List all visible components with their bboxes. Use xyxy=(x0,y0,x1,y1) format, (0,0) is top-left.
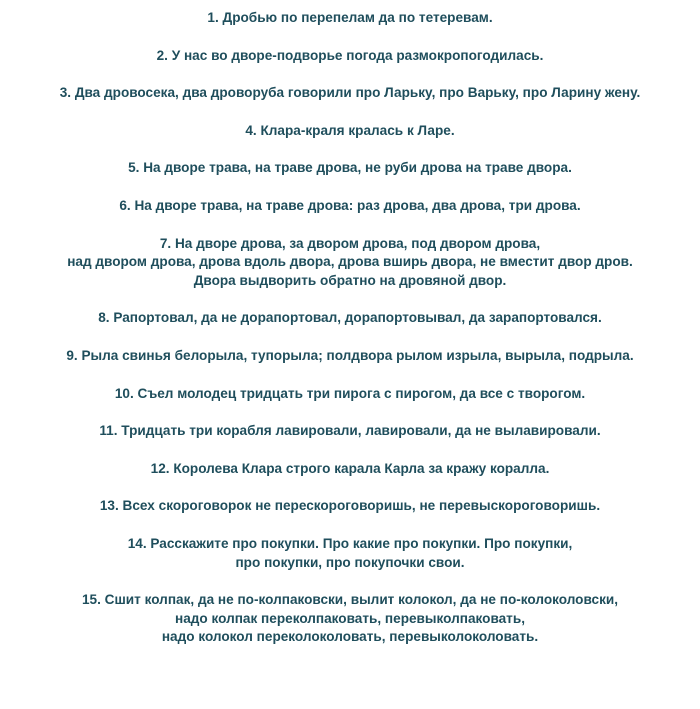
tongue-twister-9 xyxy=(0,347,700,366)
tongue-twister-9-line-1: 9. Рыла свинья белорыла, тупорыла; полдвора рылом изрыла, вырыла, подрыла. xyxy=(66,347,634,363)
tongue-twister-2-line-1: 2. У нас во дворе-подворье погода размокропогодилась. xyxy=(156,47,544,63)
tongue-twister-6 xyxy=(0,197,700,216)
tongue-twister-1 xyxy=(0,9,700,28)
tongue-twister-12-line-1: 12. Королева Клара строго карала Карла за кражу коралла. xyxy=(150,460,550,476)
tongue-twister-15-line-2: надо колпак переколпаковать, перевыколпаковать, xyxy=(175,610,525,626)
tongue-twister-10 xyxy=(0,385,700,404)
tongue-twister-7-line-2: над двором дрова, дрова вдоль двора, дрова вширь двора, не вместит двор дров. xyxy=(67,254,633,270)
tongue-twister-13 xyxy=(0,497,700,516)
tongue-twister-7-line-3: Двора выдворить обратно на дровяной двор. xyxy=(193,272,507,288)
tongue-twister-3-line-1: 3. Два дровосека, два дроворуба говорили про Ларьку, про Варьку, про Ларину жену. xyxy=(59,85,641,101)
tongue-twister-3 xyxy=(0,84,700,103)
tongue-twister-5-line-1: 5. На дворе трава, на траве дрова, не руби дрова на траве двора. xyxy=(128,160,572,176)
tongue-twister-1-line-1: 1. Дробью по перепелам да по тетеревам. xyxy=(207,10,493,25)
tongue-twister-11-line-1: 11. Тридцать три корабля лавировали, лавировали, да не вылавировали. xyxy=(99,423,601,439)
tongue-twister-5 xyxy=(0,159,700,178)
tongue-twister-11 xyxy=(0,422,700,441)
tongue-twister-14 xyxy=(0,535,700,572)
tongue-twister-8-line-1: 8. Рапортовал, да не дорапортовал, дорапортовывал, да зарапортовался. xyxy=(98,310,602,326)
tongue-twister-15 xyxy=(0,591,700,647)
tongue-twister-2 xyxy=(0,47,700,66)
tongue-twister-7 xyxy=(0,235,700,291)
tongue-twister-8 xyxy=(0,309,700,328)
tongue-twister-4 xyxy=(0,122,700,141)
tongue-twister-4-line-1: 4. Клара-краля кралась к Ларе. xyxy=(245,122,455,138)
tongue-twister-15-line-1: 15. Сшит колпак, да не по-колпаковски, вылит колокол, да не по-колоколовски, xyxy=(81,592,619,608)
tongue-twister-12 xyxy=(0,460,700,479)
tongue-twister-7-line-1: 7. На дворе дрова, за двором дрова, под двором дрова, xyxy=(159,235,541,251)
tongue-twister-13-line-1: 13. Всех скороговорок не перескороговоришь, не перевыскороговоришь. xyxy=(99,498,601,514)
tongue-twister-10-line-1: 10. Съел молодец тридцать три пирога с пирогом, да все с творогом. xyxy=(114,385,586,401)
tongue-twister-14-line-2: про покупки, про покупочки свои. xyxy=(235,554,465,570)
tongue-twister-15-line-3: надо колокол переколоколовать, перевыколоколовать. xyxy=(161,629,539,645)
tongue-twister-14-line-1: 14. Расскажите про покупки. Про какие про покупки. Про покупки, xyxy=(127,535,573,551)
tongue-twister-6-line-1: 6. На дворе трава, на траве дрова: раз дрова, два дрова, три дрова. xyxy=(119,197,581,213)
